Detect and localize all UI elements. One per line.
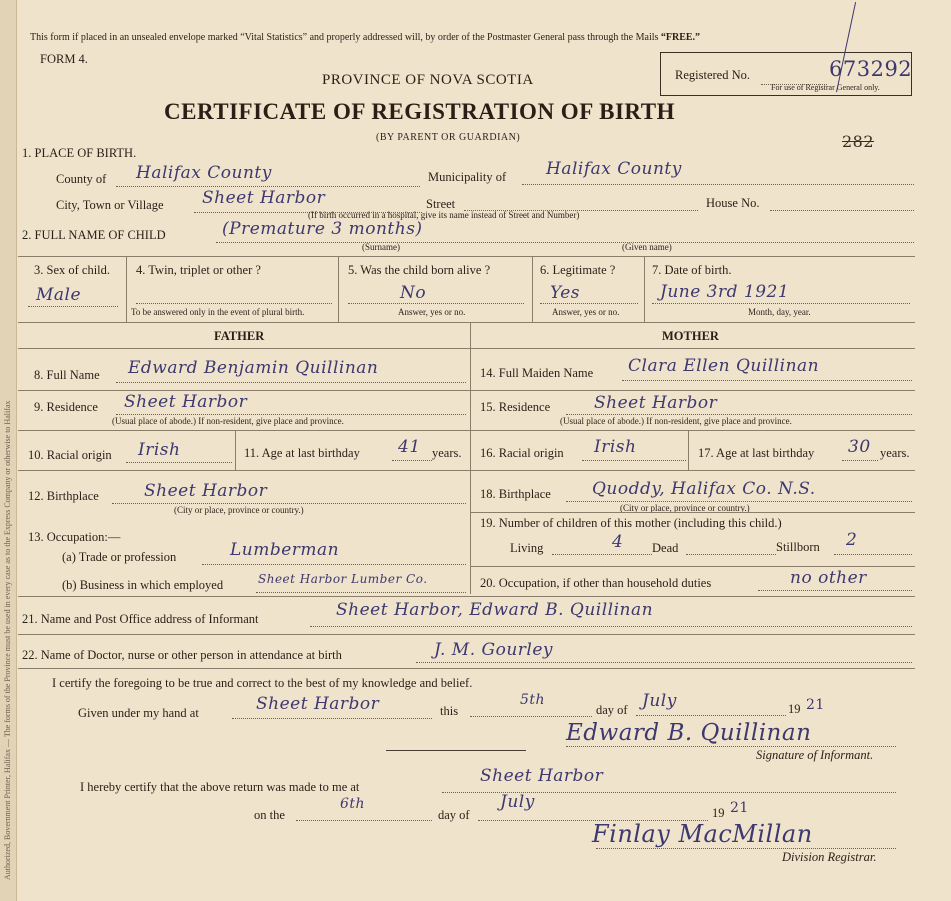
given-year-prefix: 19 [788,702,801,716]
house-number-label: House No. [706,196,760,210]
mother-residence-note: (Usual place of abode.) If non-resident, give place and province. [560,416,792,426]
date-of-birth-label: 7. Date of birth. [652,263,732,277]
free-label: “FREE.” [660,32,701,43]
street-label: Street [426,197,456,211]
informant-label: 21. Name and Post Office address of Informant [22,612,259,626]
father-birthplace-note: (City or place, province or country.) [174,505,304,515]
father-occupation-label: 13. Occupation:— [28,530,121,544]
given-year-value: 21 [806,697,825,713]
left-binding-strip [0,0,17,901]
mother-birthplace-label: 18. Birthplace [480,487,551,501]
given-day-of-label: day of [596,703,628,717]
stillborn-label: Stillborn [776,540,820,554]
mother-age-value: 30 [848,437,871,457]
born-alive-label: 5. Was the child born alive ? [348,263,491,277]
father-residence-note: (Usual place of abode.) If non-resident, give place and province. [112,416,344,426]
father-age-label: 11. Age at last birthday [244,446,360,460]
business-value: Sheet Harbor Lumber Co. [258,572,428,586]
living-label: Living [510,541,544,555]
municipality-label: Municipality of [428,170,507,184]
mother-residence-label: 15. Residence [480,400,551,414]
doctor-label: 22. Name of Doctor, nurse or other person in attendance at birth [22,648,342,662]
this-label: this [440,704,459,718]
given-day-value: 5th [520,692,546,708]
twin-label: 4. Twin, triplet or other ? [136,263,261,277]
mother-age-label: 17. Age at last birthday [698,446,815,460]
mother-residence-value: Sheet Harbor [594,393,718,413]
registered-label: Registered No. [675,68,750,82]
child-name-label: 2. FULL NAME OF CHILD [22,228,166,242]
registrar-year-prefix: 19 [712,806,725,820]
registrar-month-value: July [500,792,535,812]
registrar-signature: Finlay MacMillan [592,820,813,848]
city-label: City, Town or Village [56,198,164,212]
registered-number-box [660,52,912,96]
child-name-value: (Premature 3 months) [222,219,423,239]
registrar-year-value: 21 [730,800,749,816]
surname-note: (Surname) [362,242,400,252]
sex-value: Male [36,285,82,305]
father-name-label: 8. Full Name [34,368,100,382]
registrar-day-of-label: day of [438,808,470,822]
father-racial-value: Irish [138,440,181,460]
mother-years-label: years. [880,446,910,460]
father-years-label: years. [432,446,462,460]
father-birthplace-value: Sheet Harbor [144,481,268,501]
county-label: County of [56,172,107,186]
father-name-value: Edward Benjamin Quillinan [128,358,379,378]
mother-racial-label: 16. Racial origin [480,446,564,460]
registrar-certify-statement: I hereby certify that the above return was made to me at [80,780,360,794]
spine-text: Authorized, Bovernment Printer, Halifax — The forms of the Province must be used in every case as to the Express Company or otherwise to Halifax [3,400,12,880]
city-value: Sheet Harbor [202,188,326,208]
dead-label: Dead [652,541,679,555]
born-alive-value: No [400,283,427,303]
legitimate-label: 6. Legitimate ? [540,263,616,277]
mother-occupation-value: no other [790,568,867,588]
father-residence-value: Sheet Harbor [124,392,248,412]
given-month-value: July [642,691,677,711]
children-count-label: 19. Number of children of this mother (including this child.) [480,516,782,530]
sex-label: 3. Sex of child. [34,263,111,277]
date-of-birth-note: Month, day, year. [748,307,811,317]
father-birthplace-label: 12. Birthplace [28,489,99,503]
mother-name-label: 14. Full Maiden Name [480,366,594,380]
mother-birthplace-note: (City or place, province or country.) [620,503,750,513]
given-place-value: Sheet Harbor [256,694,380,714]
mother-name-value: Clara Ellen Quillinan [628,356,820,376]
doctor-value: J. M. Gourley [434,640,554,660]
mother-heading: MOTHER [662,329,719,343]
given-name-note: (Given name) [622,242,672,252]
father-age-value: 41 [398,437,421,457]
postal-notice: This form if placed in an unsealed envelope marked “Vital Statistics” and properly addressed will, by order of the Postmaster General pass through the Mails “FREE.” [30,32,701,43]
mother-birthplace-value: Quoddy, Halifax Co. N.S. [592,479,816,499]
mother-occupation-label: 20. Occupation, if other than household duties [480,576,712,590]
given-under-label: Given under my hand at [78,706,199,720]
margin-number: 282 [842,132,875,151]
place-of-birth-label: 1. PLACE OF BIRTH. [22,146,137,160]
on-the-label: on the [254,808,285,822]
date-of-birth-value: June 3rd 1921 [660,282,790,302]
born-alive-note: Answer, yes or no. [398,307,466,317]
informant-signature: Edward B. Quillinan [566,720,812,746]
informant-value: Sheet Harbor, Edward B. Quillinan [336,600,654,620]
form-number: FORM 4. [40,52,88,66]
page-title: CERTIFICATE OF REGISTRATION OF BIRTH [164,99,675,124]
registrar-note: For use of Registrar General only. [771,83,880,92]
business-label: (b) Business in which employed [62,578,224,592]
mother-racial-value: Irish [594,437,637,457]
municipality-value: Halifax County [546,159,682,179]
informant-signature-label: Signature of Informant. [756,748,874,762]
certify-statement: I certify the foregoing to be true and correct to the best of my knowledge and belief. [52,676,473,690]
province-heading: PROVINCE OF NOVA SCOTIA [322,72,534,88]
registrar-place-value: Sheet Harbor [480,766,604,786]
trade-value: Lumberman [230,540,340,560]
father-residence-label: 9. Residence [34,400,98,414]
living-value: 4 [612,532,624,552]
trade-label: (a) Trade or profession [62,550,177,564]
registrar-signature-label: Division Registrar. [782,850,877,864]
father-heading: FATHER [214,329,265,343]
legitimate-note: Answer, yes or no. [552,307,620,317]
hospital-note: (If birth occurred in a hospital, give its name instead of Street and Number) [308,210,580,220]
legitimate-value: Yes [550,283,581,303]
twin-note: To be answered only in the event of plural birth. [131,307,305,317]
stillborn-value: 2 [846,530,858,550]
father-racial-label: 10. Racial origin [28,448,112,462]
registered-number: 673292 [829,57,913,81]
county-value: Halifax County [136,163,272,183]
page-subtitle: (BY PARENT OR GUARDIAN) [376,132,521,143]
registrar-day-value: 6th [340,796,366,812]
